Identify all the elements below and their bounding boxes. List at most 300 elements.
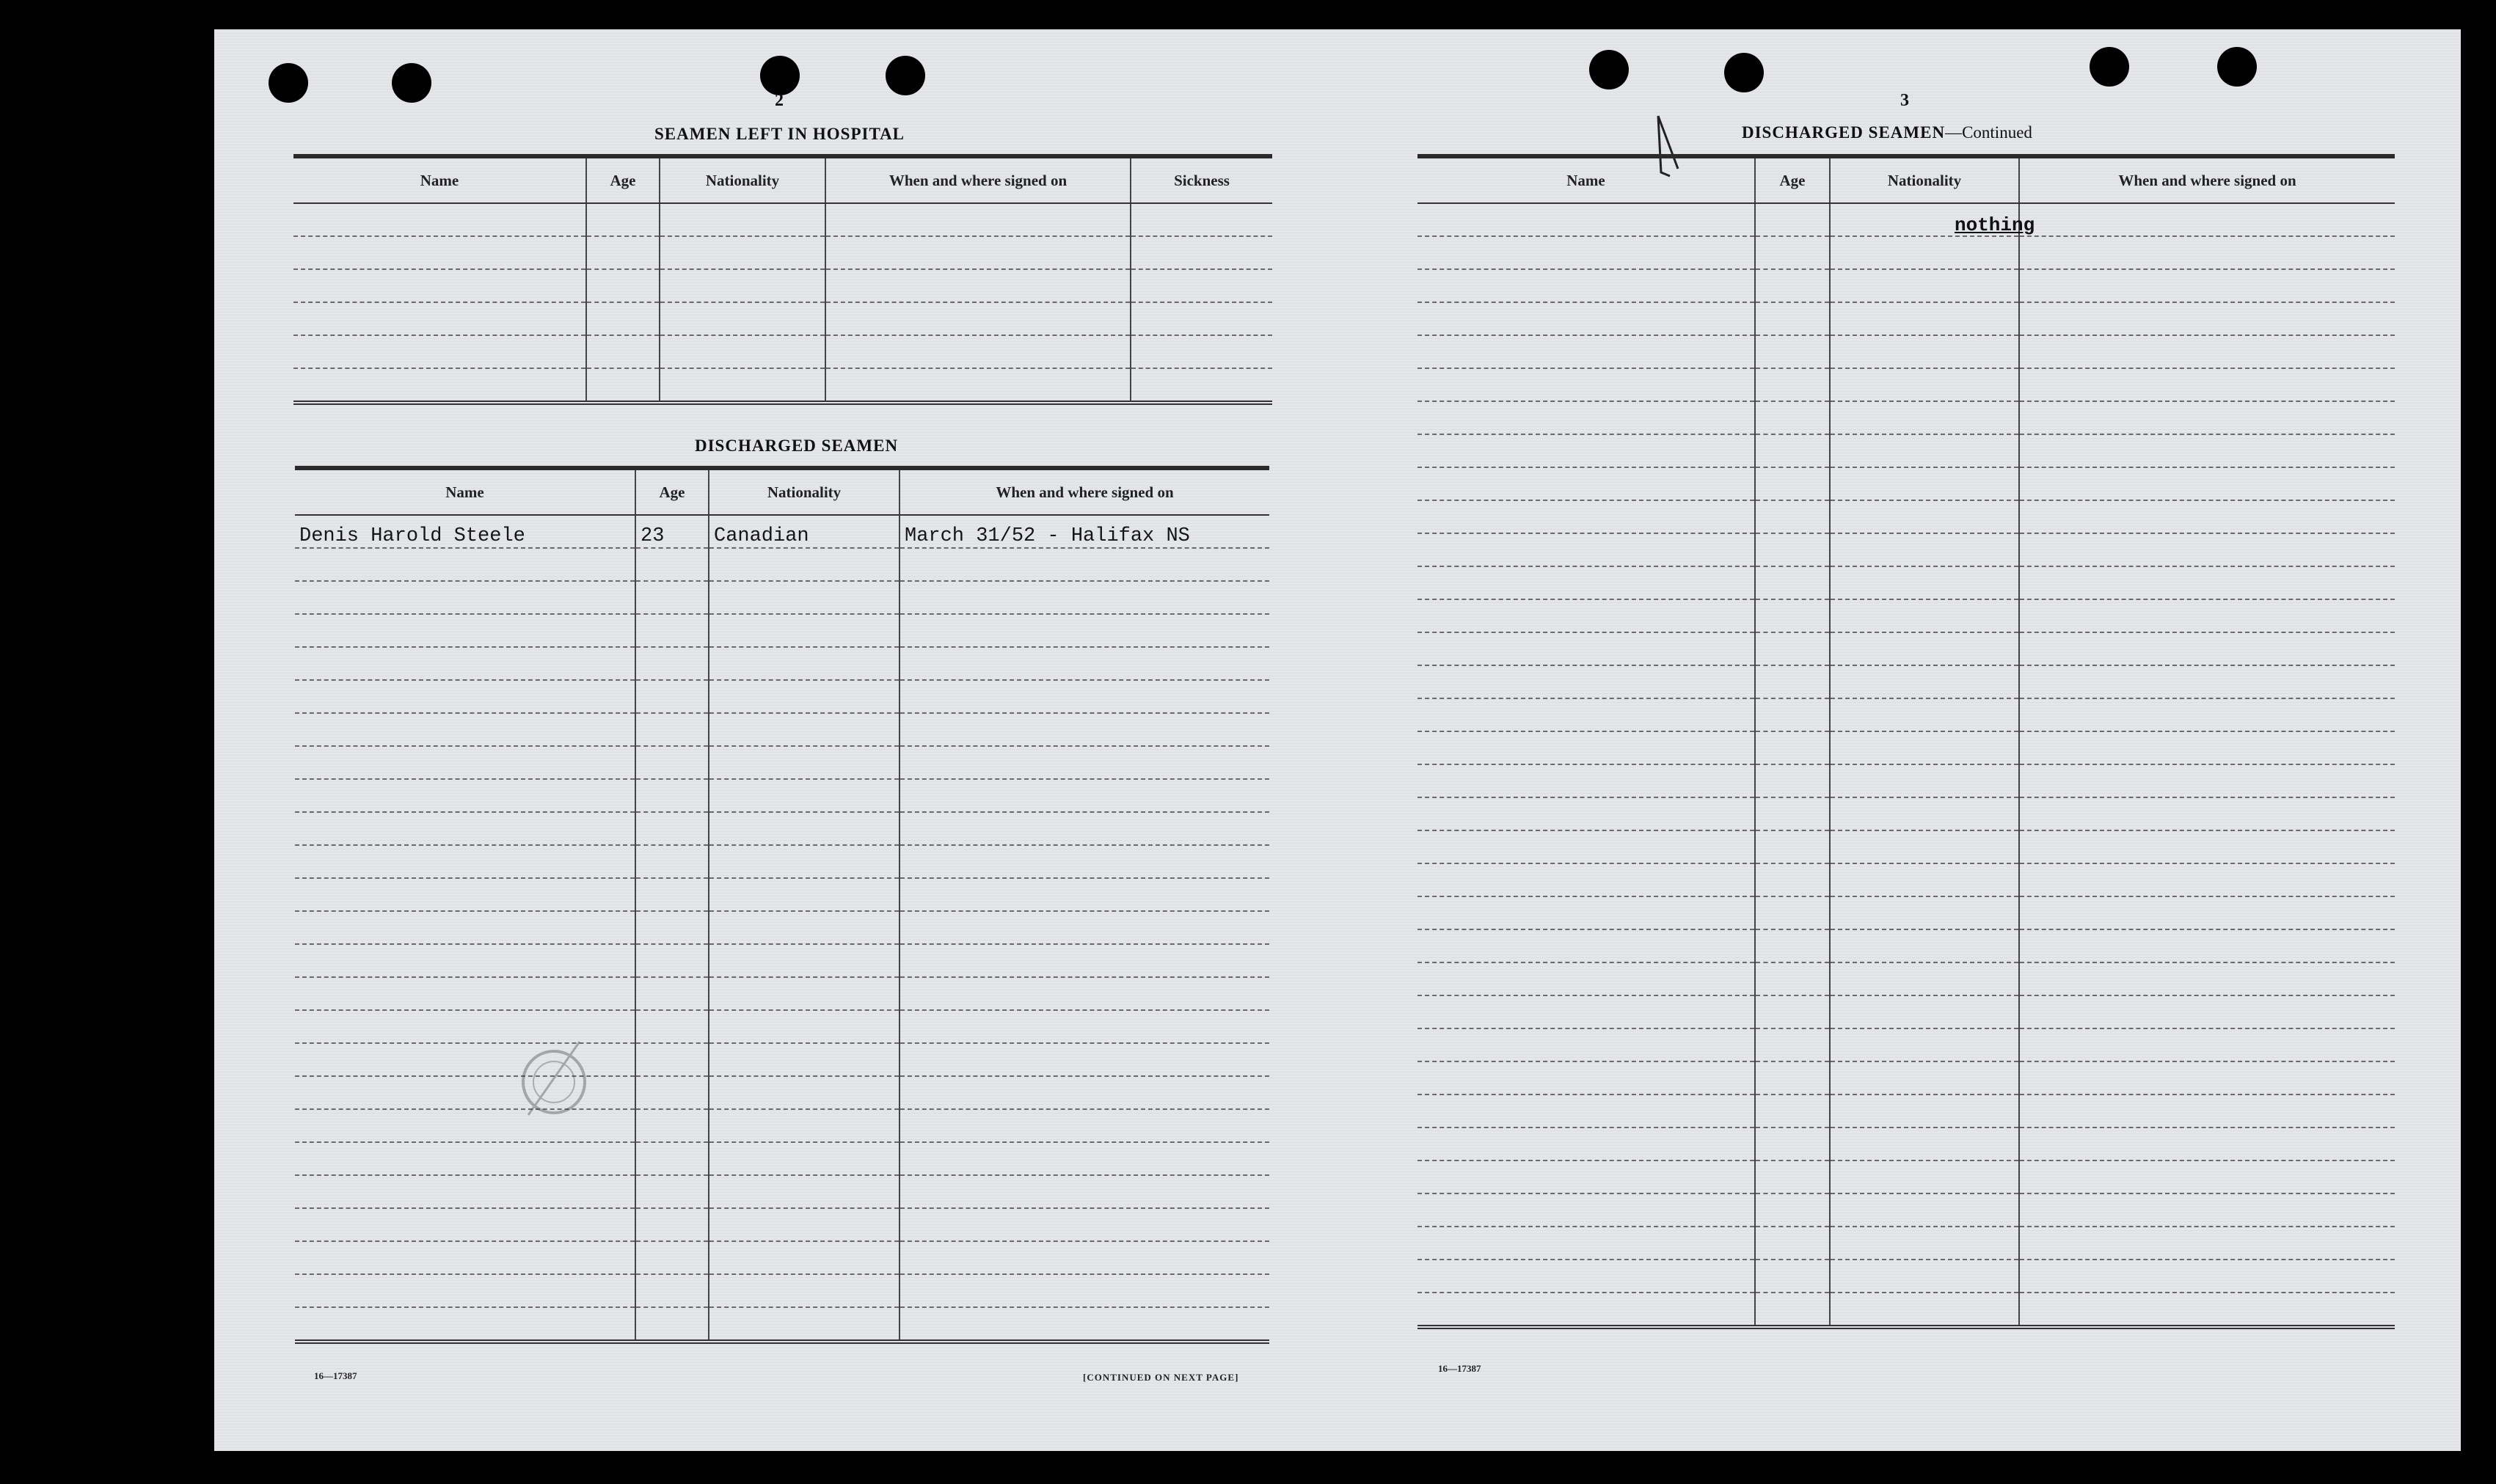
table-cell bbox=[709, 1307, 899, 1342]
punch-hole bbox=[760, 56, 800, 95]
table-cell bbox=[295, 548, 635, 581]
table-cell bbox=[1830, 962, 2019, 995]
table-cell bbox=[293, 335, 586, 368]
table-row bbox=[1417, 632, 2395, 665]
table-cell bbox=[1755, 335, 1830, 368]
table-cell bbox=[295, 680, 635, 713]
table-cell bbox=[1755, 632, 1830, 665]
table-row bbox=[1417, 1028, 2395, 1061]
table-cell bbox=[586, 302, 660, 335]
table-cell bbox=[1830, 599, 2019, 632]
table-cell bbox=[1755, 929, 1830, 962]
table-cell bbox=[635, 1010, 709, 1043]
table-cell bbox=[709, 647, 899, 680]
table-cell bbox=[1417, 731, 1755, 764]
table-cell bbox=[635, 977, 709, 1010]
table-cell bbox=[660, 302, 825, 335]
table-row bbox=[1417, 566, 2395, 599]
table-cell bbox=[2019, 1194, 2395, 1227]
table-cell bbox=[2019, 1094, 2395, 1127]
table-row bbox=[1417, 434, 2395, 467]
table-cell bbox=[1417, 302, 1755, 335]
table-cell bbox=[1131, 302, 1272, 335]
table-cell bbox=[2019, 632, 2395, 665]
table-cell bbox=[1417, 1160, 1755, 1194]
table-cell bbox=[2019, 302, 2395, 335]
table-cell bbox=[1755, 500, 1830, 533]
table-row bbox=[295, 746, 1269, 779]
table-cell bbox=[635, 1175, 709, 1208]
table-cell bbox=[1417, 1028, 1755, 1061]
continued-note: [CONTINUED ON NEXT PAGE] bbox=[1083, 1372, 1239, 1383]
table-cell bbox=[709, 614, 899, 647]
column-header: Nationality bbox=[709, 468, 899, 515]
table-cell bbox=[709, 581, 899, 614]
table-cell bbox=[1417, 896, 1755, 929]
table-cell bbox=[899, 713, 1269, 746]
table-row bbox=[1417, 236, 2395, 269]
table-cell bbox=[1417, 1194, 1755, 1227]
column-header: When and where signed on bbox=[899, 468, 1269, 515]
table-cell bbox=[1755, 236, 1830, 269]
punch-hole bbox=[1724, 53, 1764, 92]
table-cell bbox=[635, 680, 709, 713]
table-cell bbox=[709, 1010, 899, 1043]
table-cell bbox=[1830, 1028, 2019, 1061]
table-cell bbox=[635, 1142, 709, 1175]
table-cell bbox=[2019, 467, 2395, 500]
table-row bbox=[295, 1142, 1269, 1175]
table-cell bbox=[1755, 1094, 1830, 1127]
table-cell bbox=[1417, 665, 1755, 698]
table-row bbox=[1417, 500, 2395, 533]
table-cell bbox=[1417, 1094, 1755, 1127]
table-row bbox=[1417, 335, 2395, 368]
table-cell bbox=[1755, 533, 1830, 566]
table-cell bbox=[635, 911, 709, 944]
table-cell: Canadian bbox=[709, 515, 899, 548]
table-cell bbox=[709, 1274, 899, 1307]
table-cell bbox=[709, 1076, 899, 1109]
table-cell bbox=[709, 977, 899, 1010]
table-row bbox=[1417, 467, 2395, 500]
table-cell bbox=[1417, 1260, 1755, 1293]
table-row bbox=[1417, 896, 2395, 929]
table-cell bbox=[899, 911, 1269, 944]
table-cell bbox=[586, 203, 660, 236]
table-cell bbox=[2019, 764, 2395, 797]
table-cell bbox=[825, 302, 1131, 335]
document-sheet bbox=[214, 29, 2461, 1451]
table-cell bbox=[295, 1274, 635, 1307]
table-row bbox=[295, 1274, 1269, 1307]
table-row bbox=[293, 236, 1272, 269]
table-row bbox=[1417, 368, 2395, 401]
table-cell bbox=[2019, 236, 2395, 269]
table-cell bbox=[1417, 632, 1755, 665]
table-cell bbox=[2019, 1227, 2395, 1260]
table-cell bbox=[709, 944, 899, 977]
table-cell bbox=[1755, 962, 1830, 995]
table-cell bbox=[1417, 1227, 1755, 1260]
discharged-section-title: DISCHARGED SEAMEN bbox=[695, 436, 899, 455]
table-row bbox=[1417, 797, 2395, 830]
table-cell bbox=[709, 1208, 899, 1241]
table-cell: Denis Harold Steele bbox=[295, 515, 635, 548]
table-cell bbox=[295, 911, 635, 944]
table-cell bbox=[709, 1109, 899, 1142]
table-cell bbox=[293, 368, 586, 403]
table-row bbox=[295, 548, 1269, 581]
table-row bbox=[295, 1010, 1269, 1043]
table-cell bbox=[1417, 830, 1755, 863]
column-header: Name bbox=[1417, 156, 1755, 203]
table-cell bbox=[899, 680, 1269, 713]
table-cell bbox=[709, 746, 899, 779]
table-cell bbox=[1830, 566, 2019, 599]
table-row bbox=[295, 1208, 1269, 1241]
table-cell bbox=[899, 1043, 1269, 1076]
table-cell bbox=[709, 812, 899, 845]
table-cell bbox=[1417, 764, 1755, 797]
table-cell bbox=[2019, 269, 2395, 302]
column-header: When and where signed on bbox=[825, 156, 1131, 203]
table-row bbox=[295, 680, 1269, 713]
table-row bbox=[1417, 1094, 2395, 1127]
faded-stamp-mark bbox=[514, 1027, 587, 1137]
table-cell bbox=[1755, 764, 1830, 797]
table-cell bbox=[899, 548, 1269, 581]
table-cell bbox=[635, 1307, 709, 1342]
table-cell: 23 bbox=[635, 515, 709, 548]
table-row bbox=[295, 812, 1269, 845]
table-cell bbox=[709, 1142, 899, 1175]
form-number: 16—17387 bbox=[1438, 1363, 1481, 1374]
table-row bbox=[1417, 302, 2395, 335]
table-cell bbox=[1830, 929, 2019, 962]
table-cell bbox=[1755, 665, 1830, 698]
table-cell bbox=[1131, 269, 1272, 302]
table-cell bbox=[1755, 302, 1830, 335]
table-cell bbox=[1755, 599, 1830, 632]
table-row bbox=[295, 845, 1269, 878]
table-cell bbox=[709, 845, 899, 878]
table-row bbox=[293, 203, 1272, 236]
table-cell bbox=[1755, 995, 1830, 1028]
table-row bbox=[1417, 863, 2395, 896]
column-header: Age bbox=[635, 468, 709, 515]
table-cell bbox=[2019, 1160, 2395, 1194]
table-cell bbox=[2019, 995, 2395, 1028]
punch-hole bbox=[269, 63, 308, 103]
table-cell bbox=[635, 548, 709, 581]
table-cell bbox=[295, 1241, 635, 1274]
table-cell bbox=[1755, 863, 1830, 896]
table-row bbox=[1417, 665, 2395, 698]
table-cell bbox=[1830, 368, 2019, 401]
table-cell bbox=[1417, 236, 1755, 269]
table-row bbox=[293, 302, 1272, 335]
table-cell bbox=[1830, 302, 2019, 335]
punch-hole bbox=[1589, 50, 1629, 89]
table-cell bbox=[635, 944, 709, 977]
table-cell bbox=[1830, 665, 2019, 698]
hospital-table bbox=[293, 154, 1272, 405]
table-cell bbox=[825, 269, 1131, 302]
table-cell bbox=[1830, 434, 2019, 467]
table-cell bbox=[1417, 401, 1755, 434]
column-header: Name bbox=[295, 468, 635, 515]
table-cell bbox=[1830, 335, 2019, 368]
table-cell bbox=[1830, 1227, 2019, 1260]
column-header: Name bbox=[293, 156, 586, 203]
title-main: DISCHARGED SEAMEN bbox=[1742, 123, 1946, 142]
table-cell bbox=[295, 1175, 635, 1208]
table-cell bbox=[293, 302, 586, 335]
table-cell bbox=[899, 1109, 1269, 1142]
table-cell bbox=[1755, 269, 1830, 302]
table-cell bbox=[1755, 401, 1830, 434]
table-cell bbox=[295, 1208, 635, 1241]
table-row bbox=[295, 581, 1269, 614]
table-row bbox=[1417, 203, 2395, 236]
table-cell bbox=[1830, 1094, 2019, 1127]
table-cell bbox=[1830, 500, 2019, 533]
table-cell bbox=[293, 236, 586, 269]
table-cell bbox=[899, 1142, 1269, 1175]
table-cell bbox=[2019, 434, 2395, 467]
table-row bbox=[1417, 269, 2395, 302]
table-cell bbox=[1755, 1194, 1830, 1227]
table-cell bbox=[2019, 731, 2395, 764]
table-cell bbox=[1755, 203, 1830, 236]
table-cell bbox=[1417, 1061, 1755, 1094]
table-cell bbox=[586, 269, 660, 302]
table-cell bbox=[586, 335, 660, 368]
table-cell bbox=[660, 203, 825, 236]
table-row bbox=[293, 368, 1272, 403]
punch-hole bbox=[392, 63, 431, 103]
table-cell bbox=[1755, 467, 1830, 500]
table-cell bbox=[2019, 500, 2395, 533]
table-cell bbox=[2019, 203, 2395, 236]
table-row bbox=[1417, 995, 2395, 1028]
table-cell bbox=[899, 944, 1269, 977]
table-cell bbox=[1830, 1293, 2019, 1327]
table-cell bbox=[2019, 929, 2395, 962]
table-cell bbox=[660, 236, 825, 269]
table-row bbox=[295, 1076, 1269, 1109]
table-row bbox=[1417, 1260, 2395, 1293]
table-cell bbox=[2019, 368, 2395, 401]
table-cell bbox=[2019, 566, 2395, 599]
table-cell: March 31/52 - Halifax NS bbox=[899, 515, 1269, 548]
table-cell bbox=[1830, 995, 2019, 1028]
table-cell bbox=[586, 236, 660, 269]
table-cell bbox=[1755, 1227, 1830, 1260]
table-cell bbox=[1417, 500, 1755, 533]
table-cell bbox=[1830, 764, 2019, 797]
table-cell bbox=[899, 1307, 1269, 1342]
table-row bbox=[295, 1307, 1269, 1342]
table-cell bbox=[899, 977, 1269, 1010]
punch-hole bbox=[886, 56, 925, 95]
page-number: 3 bbox=[1900, 91, 1909, 110]
table-row bbox=[1417, 830, 2395, 863]
table-cell bbox=[1417, 368, 1755, 401]
table-cell bbox=[295, 1307, 635, 1342]
table-cell bbox=[899, 812, 1269, 845]
table-cell bbox=[660, 335, 825, 368]
table-cell bbox=[1830, 731, 2019, 764]
table-cell bbox=[1755, 434, 1830, 467]
table-cell bbox=[825, 335, 1131, 368]
table-row bbox=[295, 614, 1269, 647]
table-cell bbox=[635, 779, 709, 812]
table-cell bbox=[1830, 1260, 2019, 1293]
table-row bbox=[295, 878, 1269, 911]
table-row bbox=[1417, 1061, 2395, 1094]
table-cell bbox=[635, 1109, 709, 1142]
handwritten-mark: nothing bbox=[1955, 214, 2035, 236]
table-row bbox=[1417, 962, 2395, 995]
table-cell bbox=[1830, 1127, 2019, 1160]
table-cell bbox=[1755, 566, 1830, 599]
table-cell bbox=[709, 779, 899, 812]
table-cell bbox=[1417, 929, 1755, 962]
column-header: Sickness bbox=[1131, 156, 1272, 203]
table-cell bbox=[1417, 962, 1755, 995]
table-row bbox=[1417, 764, 2395, 797]
table-cell bbox=[1417, 533, 1755, 566]
table-cell bbox=[1417, 599, 1755, 632]
table-cell bbox=[899, 1175, 1269, 1208]
table-cell bbox=[1755, 1160, 1830, 1194]
table-cell bbox=[635, 647, 709, 680]
table-cell bbox=[1830, 632, 2019, 665]
table-row bbox=[293, 335, 1272, 368]
page-number: 2 bbox=[775, 91, 784, 110]
table-cell bbox=[295, 779, 635, 812]
table-cell bbox=[635, 878, 709, 911]
table-cell bbox=[2019, 962, 2395, 995]
table-cell bbox=[899, 1241, 1269, 1274]
table-cell bbox=[1830, 698, 2019, 731]
table-cell bbox=[899, 779, 1269, 812]
table-cell bbox=[293, 269, 586, 302]
table-cell bbox=[1417, 1293, 1755, 1327]
table-cell bbox=[1830, 401, 2019, 434]
table-cell bbox=[295, 944, 635, 977]
table-row bbox=[1417, 1227, 2395, 1260]
table-cell bbox=[899, 878, 1269, 911]
table-cell bbox=[295, 977, 635, 1010]
title-suffix: —Continued bbox=[1945, 123, 2032, 142]
table-cell bbox=[295, 581, 635, 614]
table-cell bbox=[660, 269, 825, 302]
table-cell bbox=[2019, 335, 2395, 368]
table-cell bbox=[1755, 896, 1830, 929]
table-cell bbox=[635, 581, 709, 614]
discharged-continued-title bbox=[1742, 123, 2032, 142]
table-cell bbox=[295, 614, 635, 647]
table-cell bbox=[2019, 1260, 2395, 1293]
table-cell bbox=[709, 878, 899, 911]
table-row bbox=[1417, 1127, 2395, 1160]
table-row bbox=[1417, 533, 2395, 566]
table-cell bbox=[1830, 1061, 2019, 1094]
table-cell bbox=[1417, 269, 1755, 302]
table-cell bbox=[2019, 599, 2395, 632]
table-row bbox=[1417, 599, 2395, 632]
table-cell bbox=[709, 1043, 899, 1076]
table-cell bbox=[899, 581, 1269, 614]
table-row bbox=[295, 944, 1269, 977]
table-cell bbox=[1830, 797, 2019, 830]
table-cell bbox=[2019, 863, 2395, 896]
table-cell bbox=[293, 203, 586, 236]
table-row bbox=[295, 1175, 1269, 1208]
table-cell bbox=[899, 845, 1269, 878]
table-cell bbox=[1417, 203, 1755, 236]
table-cell bbox=[899, 1010, 1269, 1043]
table-cell bbox=[2019, 1061, 2395, 1094]
table-cell bbox=[295, 878, 635, 911]
table-cell bbox=[1755, 698, 1830, 731]
table-cell bbox=[899, 1076, 1269, 1109]
discharged-table bbox=[295, 466, 1269, 1344]
table-cell bbox=[709, 680, 899, 713]
table-cell bbox=[2019, 698, 2395, 731]
table-cell bbox=[1417, 698, 1755, 731]
column-header: Age bbox=[586, 156, 660, 203]
table-cell bbox=[899, 647, 1269, 680]
table-row bbox=[295, 515, 1269, 548]
table-cell bbox=[899, 1208, 1269, 1241]
table-cell bbox=[1755, 830, 1830, 863]
table-row bbox=[1417, 1293, 2395, 1327]
table-cell bbox=[709, 911, 899, 944]
column-header: Nationality bbox=[660, 156, 825, 203]
table-row bbox=[295, 1241, 1269, 1274]
table-cell bbox=[1131, 335, 1272, 368]
table-row bbox=[295, 911, 1269, 944]
table-cell bbox=[2019, 797, 2395, 830]
table-cell bbox=[1755, 1293, 1830, 1327]
table-cell bbox=[709, 1241, 899, 1274]
table-cell bbox=[1755, 1028, 1830, 1061]
table-cell bbox=[709, 1175, 899, 1208]
column-header: When and where signed on bbox=[2019, 156, 2395, 203]
table-cell bbox=[2019, 1293, 2395, 1327]
table-cell bbox=[1417, 434, 1755, 467]
table-cell bbox=[295, 713, 635, 746]
discharged-continued-table bbox=[1417, 154, 2395, 1329]
table-row bbox=[1417, 929, 2395, 962]
table-row bbox=[295, 779, 1269, 812]
table-cell bbox=[295, 845, 635, 878]
table-cell bbox=[635, 1274, 709, 1307]
table-cell bbox=[1131, 203, 1272, 236]
table-cell bbox=[2019, 830, 2395, 863]
table-cell bbox=[1417, 1127, 1755, 1160]
table-cell bbox=[1131, 236, 1272, 269]
table-cell bbox=[2019, 1127, 2395, 1160]
table-cell bbox=[1830, 467, 2019, 500]
punch-hole bbox=[2090, 47, 2129, 87]
form-number: 16—17387 bbox=[314, 1370, 357, 1381]
table-cell bbox=[1830, 1194, 2019, 1227]
